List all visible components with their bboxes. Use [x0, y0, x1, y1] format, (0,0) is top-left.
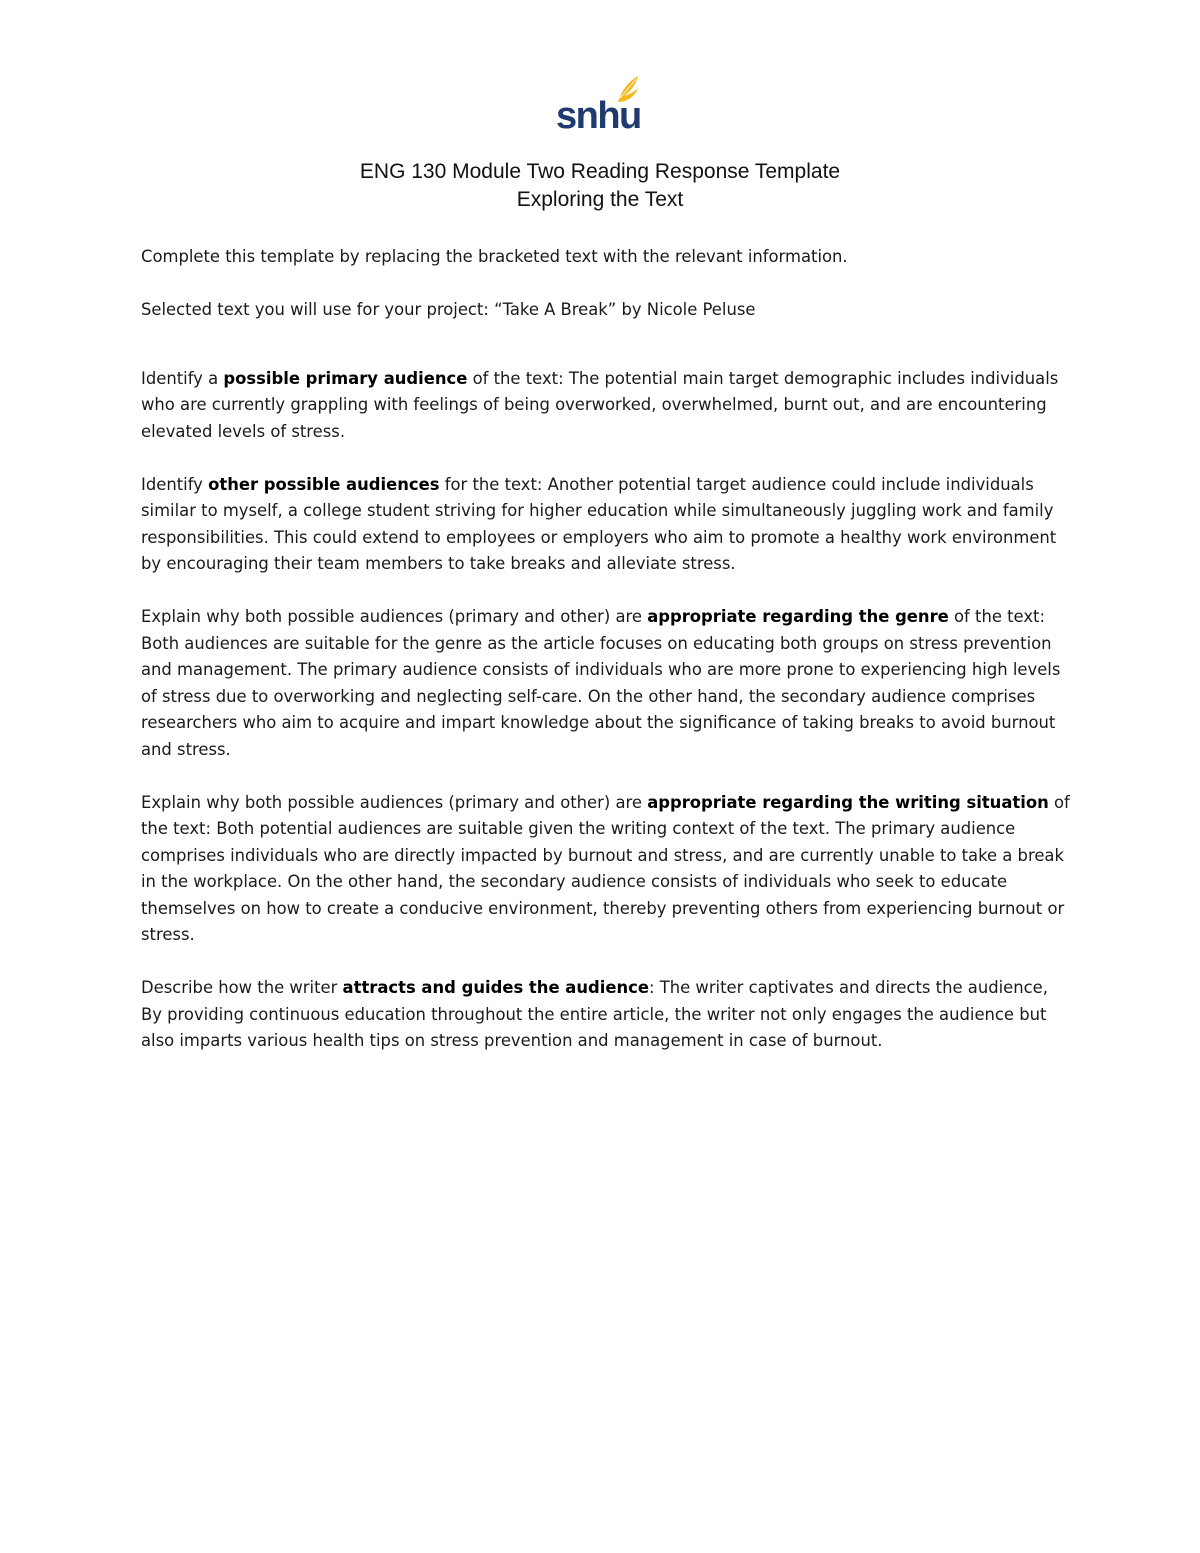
prompt-keyword: appropriate regarding the writing situation: [647, 792, 1049, 812]
prompt-keyword: possible primary audience: [223, 368, 468, 388]
answer-text: Another potential target audience could include individuals similar to myself, a college student striving for higher education while simultaneously juggling work and family responsibilities. This could extend to employees or employers who aim to promote a healthy work environment by encouraging their team members to take breaks and alleviate stress.: [141, 474, 1057, 573]
document-header: [0, 158, 1200, 214]
document-subtitle: Exploring the Text: [516, 188, 684, 211]
snhu-logo: [552, 72, 644, 136]
section-genre: [141, 604, 1071, 763]
selected-text-line: [141, 297, 1071, 324]
prompt-text: of the text:: [948, 607, 1045, 626]
logo-wordmark: snhu: [556, 95, 641, 136]
section-attracts-guides: [141, 975, 1071, 1055]
prompt-text: Identify: [141, 474, 209, 494]
prompt-text: of the text:: [141, 792, 1070, 838]
document-body: [141, 244, 1071, 1081]
prompt-text: :: [648, 978, 655, 997]
section-other-audiences: [141, 472, 1071, 578]
selected-text-label: Selected text you will use for your project:: [141, 300, 489, 319]
prompt-text: Identify a: [141, 368, 224, 388]
prompt-text: of the text:: [467, 368, 564, 388]
prompt-keyword: appropriate regarding the genre: [647, 607, 949, 626]
instructions: Complete this template by replacing the bracketed text with the relevant information.: [141, 247, 848, 266]
prompt-text: Explain why both possible audiences (primary and other) are: [141, 607, 648, 626]
document-title: ENG 130 Module Two Reading Response Template: [359, 160, 841, 183]
selected-text-value: “Take A Break” by Nicole Peluse: [494, 300, 756, 319]
answer-text: Both audiences are suitable for the genre as the article focuses on educating both groups on stress prevention and management. The primary audience consists of individuals who are more prone to experiencing high levels of stress due to overworking and neglecting self-care. On the other hand, the secondary audience comprises researchers who aim to acquire and impart knowledge about the significance of taking breaks to avoid burnout and stress.: [141, 633, 1061, 759]
answer-text: Both potential audiences are suitable given the writing context of the text. The primary audience comprises individuals who are directly impacted by burnout and stress, and are currently unable to take a break in the workplace. On the other hand, the secondary audience consists of individuals who seek to educate themselves on how to create a conducive environment, thereby preventing others from experiencing burnout or stress.: [141, 819, 1065, 944]
prompt-text: Explain why both possible audiences (primary and other) are: [141, 792, 648, 812]
prompt-text: Describe how the writer: [141, 978, 343, 997]
prompt-keyword: other possible audiences: [208, 474, 440, 494]
prompt-text: for the text:: [439, 474, 543, 494]
section-primary-audience: [141, 366, 1071, 446]
section-writing-situation: [141, 790, 1071, 949]
prompt-keyword: attracts and guides the audience: [342, 978, 649, 997]
answer-text: The writer captivates and directs the audience, By providing continuous education throughout the entire article, the writer not only engages the audience but also imparts various health tips on stress prevention and management in case of burnout.: [141, 978, 1048, 1050]
answer-text: The potential main target demographic includes individuals who are currently grappling with feelings of being overworked, overwhelmed, burnt out, and are encountering elevated levels of stress.: [141, 368, 1059, 441]
